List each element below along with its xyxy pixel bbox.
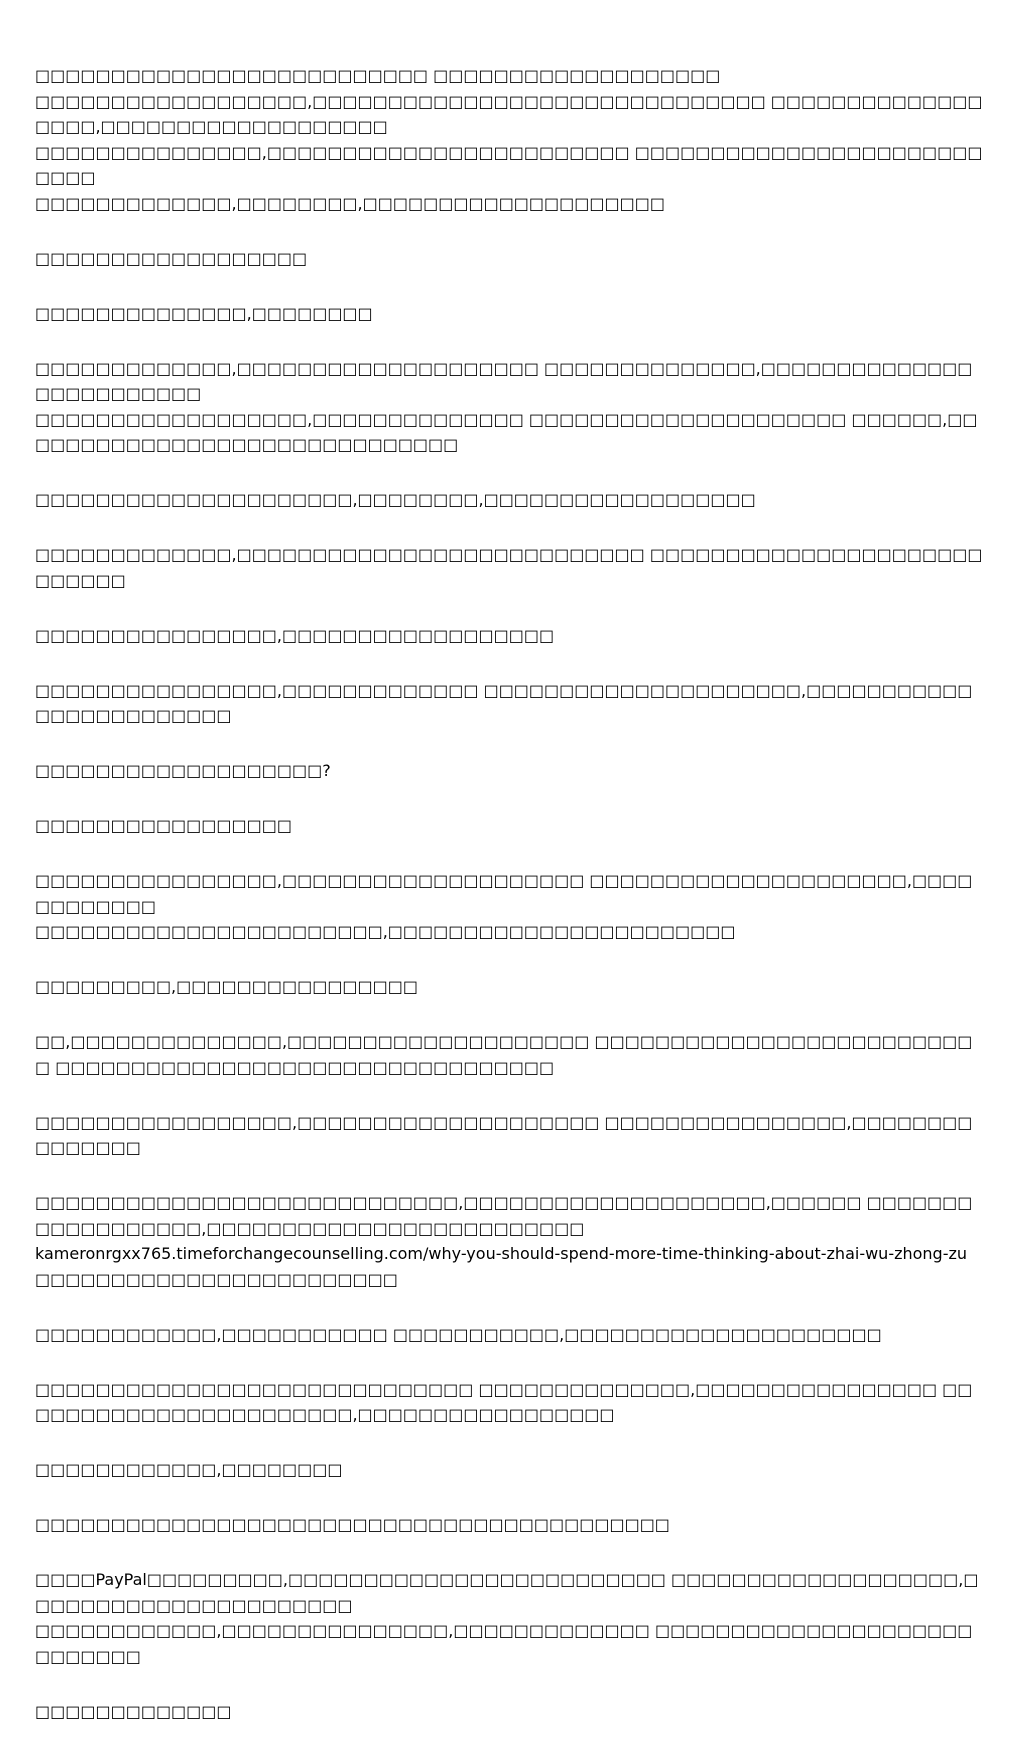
text-line: □□□□□□□□□□□□□□□□□□□□□□□□□□ □□□□□□□□□□□□□□□□□□□	[35, 66, 721, 85]
paragraph	[35, 1322, 985, 1348]
url-text-line: kameronrgxx765.timeforchangecounselling.com/why-you-should-spend-more-time-thinking-about-zhai-wu-zhong-zu □□□□□□□□□□□□□□□□□□□□□□□□	[35, 1244, 968, 1289]
paragraph	[35, 301, 985, 327]
paragraph	[35, 487, 985, 513]
text-line: □□□□□□□□□□□□□□,□□□□□□□□	[35, 303, 373, 323]
paragraph	[35, 1190, 985, 1292]
text-line: □□□□□□□□□□□□□□□□□□□□□□□□□□□□□□□□□□□□□□□□□□	[35, 1515, 670, 1534]
text-line: □□□□□□□□□,□□□□□□□□□□□□□□□□	[35, 977, 419, 996]
text-line: □□□□□□□□□□□□□□□,□□□□□□□□□□□□□□□□□□□□□□□□ □□□□□□□□□□□□□□□□□□□□□□□□□□□	[35, 142, 983, 187]
paragraph	[35, 974, 985, 1000]
text-line: □□□□□□□□□□□□□□□□□	[35, 816, 292, 835]
paragraph	[35, 678, 985, 729]
text-line: □□□□□□□□□□□□□	[35, 1701, 232, 1721]
paragraph	[35, 356, 985, 458]
text-line: □□□□□□□□□□□□□□□□□□	[35, 248, 308, 268]
text-line: □□□□□□□□□□□□□□□□□□□□□□□□□□□□□ □□□□□□□□□□□□□□,□□□□□□□□□□□□□□□□ □□□□□□□□□□□□□□□□□□□□□□□,□□□□□□□□□□□□□□□□□	[35, 1379, 973, 1424]
paragraph	[35, 1457, 985, 1483]
paragraph	[35, 1699, 985, 1725]
paragraph	[35, 246, 985, 272]
text-line: □□□□□□□□□□□□□□□□,□□□□□□□□□□□□□□□□□□□□ □□□□□□□□□□□□□□□□□□□□□,□□□□□□□□□□□□	[35, 871, 973, 916]
paragraph	[35, 1567, 985, 1669]
text-line: □□,□□□□□□□□□□□□□□,□□□□□□□□□□□□□□□□□□□□ □□□□□□□□□□□□□□□□□□□□□□□□□□ □□□□□□□□□□□□□□□□□□□□□□□□□□□□□□□□□	[35, 1032, 973, 1077]
text-line: □□□□□□□□□□□□□□□□□□□□□□□,□□□□□□□□□□□□□□□□□□□□□□□	[35, 922, 736, 941]
text-line: □□□□□□□□□□□□□□□□□□,□□□□□□□□□□□□□□□□□□□□□□□□□□□□□□ □□□□□□□□□□□□□□□□□□,□□□□□□□□□□□□□□□□□□□	[35, 91, 983, 136]
paragraph	[35, 623, 985, 649]
paragraph	[35, 63, 985, 216]
text-line: □□□□□□□□□□□□□□□□□□□□□,□□□□□□□□,□□□□□□□□□□□□□□□□□□	[35, 490, 756, 509]
text-line: □□□□PayPal□□□□□□□□□,□□□□□□□□□□□□□□□□□□□□□□□□□ □□□□□□□□□□□□□□□□□□□,□□□□□□□□□□□□□□□□□□□□□□	[35, 1570, 979, 1615]
paragraph	[35, 542, 985, 593]
text-line: □□□□□□□□□□□□,□□□□□□□□□□□□□□□,□□□□□□□□□□□□□ □□□□□□□□□□□□□□□□□□□□□□□□□□□□	[35, 1621, 973, 1666]
text-line: □□□□□□□□□□□□□,□□□□□□□□,□□□□□□□□□□□□□□□□□□□□	[35, 193, 665, 213]
text-line: □□□□□□□□□□□□□,□□□□□□□□□□□□□□□□□□□□□□□□□□□ □□□□□□□□□□□□□□□□□□□□□□□□□□□□	[35, 545, 983, 590]
paragraph	[35, 1377, 985, 1428]
text-line: □□□□□□□□□□□□□□□□□□□?	[35, 761, 331, 780]
text-line: □□□□□□□□□□□□□,□□□□□□□□□□□□□□□□□□□□ □□□□□□□□□□□□□□,□□□□□□□□□□□□□□□□□□□□□□□□□	[35, 358, 973, 403]
text-line: □□□□□□□□□□□□□□□□□□□□□□□□□□□□,□□□□□□□□□□□□□□□□□□□□,□□□□□□ □□□□□□□□□□□□□□□□□□,□□□□□□□□□□□□□□□□□□□□□□□□□	[35, 1193, 973, 1238]
paragraph	[35, 813, 985, 839]
paragraph	[35, 1110, 985, 1161]
paragraph	[35, 758, 985, 784]
paragraph	[35, 1029, 985, 1080]
text-line: □□□□□□□□□□□□,□□□□□□□□	[35, 1460, 343, 1479]
text-line: □□□□□□□□□□□□□□□□□□,□□□□□□□□□□□□□□ □□□□□□□□□□□□□□□□□□□□□ □□□□□□,□□□□□□□□□□□□□□□□□□□□□□□□□□□□□□	[35, 409, 978, 454]
document-page	[35, 63, 985, 1754]
text-line: □□□□□□□□□□□□,□□□□□□□□□□□ □□□□□□□□□□□,□□□□□□□□□□□□□□□□□□□□□	[35, 1324, 882, 1344]
text-line: □□□□□□□□□□□□□□□□,□□□□□□□□□□□□□□□□□□	[35, 625, 555, 645]
text-line: □□□□□□□□□□□□□□□□,□□□□□□□□□□□□□ □□□□□□□□□□□□□□□□□□□□□,□□□□□□□□□□□□□□□□□□□□□□□□	[35, 680, 973, 725]
paragraph	[35, 1512, 985, 1538]
text-line: □□□□□□□□□□□□□□□□□,□□□□□□□□□□□□□□□□□□□□ □□□□□□□□□□□□□□□□,□□□□□□□□□□□□□□□	[35, 1112, 973, 1157]
paragraph	[35, 868, 985, 945]
